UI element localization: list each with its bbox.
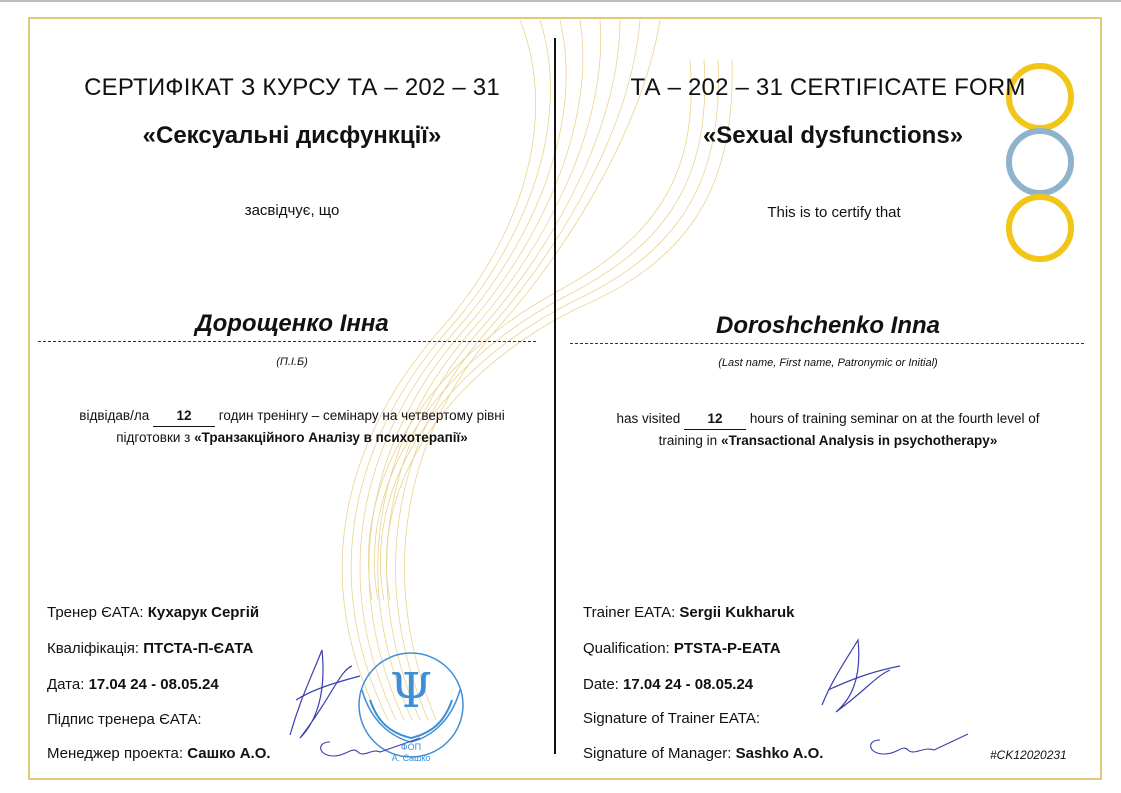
qualification-row-ua [47,640,253,657]
date-row-en [583,676,753,693]
qualification-value-en: PTSTA-P-EATA [673,640,781,657]
manager-label-ua: Менеджер проекта: [47,745,184,762]
visited-suffix-en: hours of training seminar on at the fourth level of [749,411,1040,426]
date-row-ua [47,676,219,693]
trainer-row-ua [47,604,259,621]
manager-label-en: Signature of Manager: [583,745,732,762]
seal-psi-symbol: Ψ [389,663,433,719]
certificate-title-en: ТА – 202 – 31 CERTIFICATE FORM [630,74,1026,101]
trainer-label-ua: Тренер ЄАТА: [47,604,144,621]
manager-value-ua: Сашко А.О. [187,745,271,762]
recipient-name-en: Doroshchenko Inna [715,312,941,339]
name-caption-ua: (П.І.Б) [276,356,308,368]
training-prefix-en: training in [658,433,718,448]
qualification-label-ua: Кваліфікація: [47,640,140,657]
training-line-1-ua [40,405,544,427]
manager-row-ua [47,745,271,762]
certify-text-en: This is to certify that [767,204,901,221]
training-name-en: «Transactional Analysis in psychotherapy» [720,433,998,448]
training-prefix-ua: підготовки з [116,430,191,445]
signature-trainer-label-en: Signature of Trainer EATA: [583,710,761,727]
training-line-2-en [578,430,1078,451]
qualification-value-ua: ПТСТА-П-ЄАТА [143,640,254,657]
recipient-name-ua: Дорощенко Інна [195,310,389,337]
certificate-title-ua: СЕРТИФІКАТ З КУРСУ ТА – 202 – 31 [84,74,500,101]
visited-prefix-ua: відвідав/ла [79,408,150,423]
signature-trainer-label-ua: Підпис тренера ЄАТА: [47,711,202,728]
certificate-code: #CK12020231 [990,748,1067,762]
name-caption-en: (Last name, First name, Patronymic or Initial) [718,357,938,369]
name-dashed-line-en [570,343,1084,344]
qualification-row-en [583,640,781,657]
manager-value-en: Sashko A.O. [735,745,824,762]
trainer-value-en: Sergii Kukharuk [679,604,795,621]
training-name-ua: «Транзакційного Аналізу в психотерапії» [194,430,468,445]
course-name-ua: «Сексуальні дисфункції» [142,122,442,149]
center-divider [554,38,556,754]
training-paragraph-ua [40,405,544,448]
hours-value-en: 12 [684,408,746,430]
trainer-label-en: Trainer EATA: [583,604,676,621]
date-label-en: Date: [583,676,619,693]
date-label-ua: Дата: [47,676,85,693]
date-value-ua: 17.04 24 - 08.05.24 [88,676,219,693]
certify-text-ua: засвідчує, що [244,202,340,219]
name-dashed-line-ua [38,341,536,342]
visited-prefix-en: has visited [616,411,681,426]
training-line-2-ua [40,427,544,448]
training-line-1-en [578,408,1078,430]
visited-suffix-ua: годин тренінгу – семінару на четвертому рівні [218,408,505,423]
course-name-en: «Sexual dysfunctions» [702,122,964,149]
seal-text-bottom: А. Сашко [391,753,431,763]
hours-value-ua: 12 [153,405,215,427]
training-paragraph-en [578,408,1078,451]
trainer-row-en [583,604,794,621]
qualification-label-en: Qualification: [583,640,670,657]
date-value-en: 17.04 24 - 08.05.24 [623,676,754,693]
seal-text-top: ФОП [400,742,422,752]
manager-row-en [583,745,823,762]
trainer-value-ua: Кухарук Сергій [147,604,260,621]
